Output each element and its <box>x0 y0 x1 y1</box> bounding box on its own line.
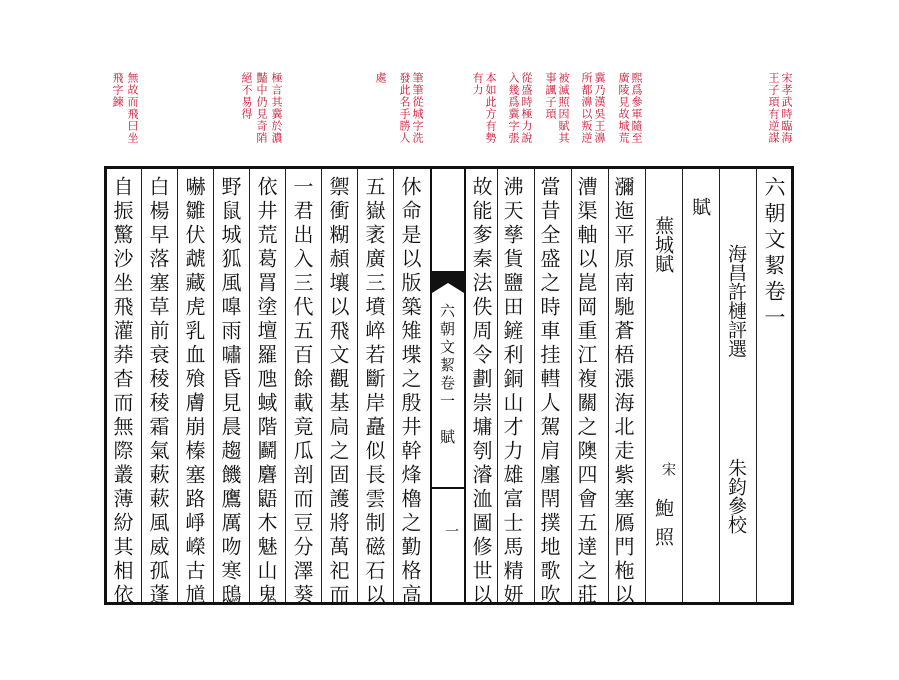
annotation: 廣陵見故城荒 <box>617 72 630 144</box>
column-rule <box>321 169 322 602</box>
annotation: 處 <box>374 72 387 84</box>
text-column: 禦衝糊頳壤以飛文觀基扃之固護將萬祀而 <box>326 176 350 608</box>
author-name: 鮑照 <box>652 498 674 556</box>
text-column: 白楊早落塞草前衰稜稜霜氣蔌蔌風威孤蓬 <box>146 176 170 608</box>
dynasty-label: 宋 <box>660 462 676 476</box>
genre-heading: 賦 <box>689 197 711 216</box>
fish-tail-mark-icon <box>432 271 464 293</box>
proofreader-credit: 朱鈞參校 <box>725 458 747 534</box>
annotation: 熙爲參軍隨至 <box>630 72 643 144</box>
column-rule <box>645 169 646 602</box>
annotation: 絕不易得 <box>240 72 253 120</box>
volume-title: 六朝文絜卷一 <box>762 176 786 332</box>
text-column: 依井荒葛罥塗壇羅虺蜮階鬬麏鼯木魅山鬼 <box>254 176 278 608</box>
column-rule <box>534 169 535 602</box>
annotation: 極言其冀於濃 <box>270 72 283 144</box>
annotation: 發此名手勝人 <box>398 72 411 144</box>
text-column: 故能奓秦法佚周令劃崇墉刳濬洫圖修世以 <box>469 176 493 608</box>
column-rule <box>756 169 757 602</box>
column-rule <box>213 169 214 602</box>
annotation: 事諷子頊 <box>544 72 557 120</box>
text-column: 沸天孳貨鹽田鏟利銅山才力雄富士馬精妍 <box>500 176 524 608</box>
column-rule <box>177 169 178 602</box>
fish-tail-mark-icon <box>432 487 464 509</box>
text-column: 自振驚沙坐飛灌莽杳而無際叢薄紛其相依 <box>110 176 134 608</box>
annotation: 王子頊有逆謀 <box>767 72 780 144</box>
text-column: 嚇雛伏虣藏虎乳血飱膚崩榛塞路崢嶸古馗 <box>182 176 206 608</box>
annotation: 豔中仍見奇陗 <box>255 72 268 144</box>
compiler-credit: 海昌許槤評選 <box>725 244 747 358</box>
annotation: 宋孝武時臨海 <box>780 72 793 144</box>
essay-title: 蕪城賦 <box>652 216 674 273</box>
annotation: 入幾爲冀字張 <box>507 72 520 144</box>
column-rule <box>608 169 609 602</box>
column-rule <box>682 169 683 602</box>
annotation: 本如此方有勢 <box>484 72 497 144</box>
column-rule <box>357 169 358 602</box>
page-number: 一 <box>443 524 459 538</box>
text-column: 漕渠軸以崑岡重江複關之隩四會五達之莊 <box>574 176 598 608</box>
column-rule <box>719 169 720 602</box>
text-column: 一君出入三代五百餘載竟瓜剖而豆分澤葵 <box>290 176 314 608</box>
text-column: 瀰迤平原南馳蒼梧漲海北走紫塞鴈門柂以 <box>611 176 635 608</box>
center-fold <box>430 169 466 602</box>
annotation: 從盛時極力說 <box>520 72 533 144</box>
column-rule <box>285 169 286 602</box>
column-rule <box>141 169 142 602</box>
annotation: 有力 <box>471 72 484 96</box>
column-rule <box>497 169 498 602</box>
text-column: 休命是以版築雉堞之殷井幹烽櫓之勤格高 <box>398 176 422 608</box>
text-column: 五嶽袤廣三墳崪若斷岸矗似長雲制磁石以 <box>362 176 386 608</box>
annotation: 無故而飛曰坐 <box>126 72 139 144</box>
text-column: 野鼠城狐風嘷雨嘯昏見晨趨饑鷹厲吻寒鴟 <box>218 176 242 608</box>
annotation: 所都濞以叛逆 <box>580 72 593 144</box>
annotation: 冀乃漢吳王濞 <box>593 72 606 144</box>
column-rule <box>393 169 394 602</box>
center-title: 六朝文絜卷一 賦 <box>438 303 456 447</box>
column-rule <box>571 169 572 602</box>
annotation: 飛字鍊 <box>111 72 124 108</box>
text-column: 當昔全盛之時車挂轊人駕肩廛閈撲地歌吹 <box>537 176 561 608</box>
column-rule <box>249 169 250 602</box>
annotation: 被滅照因賦其 <box>557 72 570 144</box>
annotation: 筆筆從城字洗 <box>411 72 424 144</box>
